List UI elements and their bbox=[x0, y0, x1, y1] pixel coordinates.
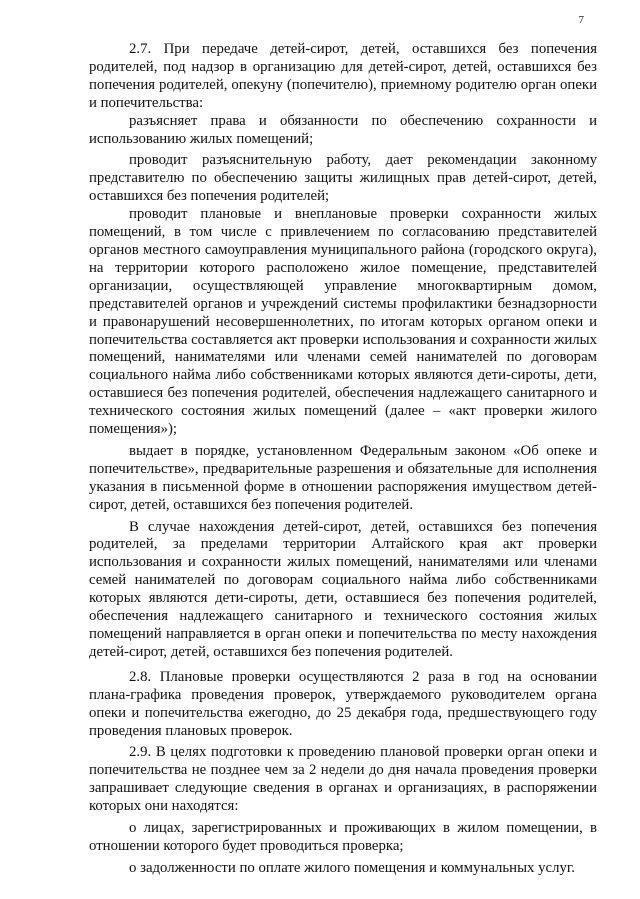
paragraph-2-9: 2.9. В целях подготовки к проведению плановой проверки орган опеки и попечительства не позднее чем за 2 недели до дня начала проведения проверки запрашивает следующие сведения в органах и организациях, в распоряжении которых они находятся: bbox=[89, 744, 597, 815]
paragraph-2-8: 2.8. Плановые проверки осуществляются 2 раза в год на основании плана-графика проведения проверок, утверждаемого руководителем органа опеки и попечительства ежегодно, до 25 декабря года, предшествующего году проведения плановых проверок. bbox=[89, 668, 597, 739]
paragraph-inspections: проводит плановые и внеплановые проверки сохранности жилых помещений, в том числе с привлечением по согласованию представителей органов местного самоуправления муниципального района (городского округа), на территории которого расположено жилое помещение, представителей организации, осуществляющей управление многоквартирным домом, представителей органов и учреждений системы профилактики безнадзорности и правонарушений несовершеннолетних, по итогам которых органом опеки и попечительства составляется акт проверки использования и сохранности жилых помещений, нанимателями или членами семей нанимателей по договорам социального найма либо собственниками которых являются дети-сироты, дети, оставшиеся без попечения родителей, обеспечения надлежащего санитарного и технического состояния жилых помещений (далее – «акт проверки жилого помещения»); bbox=[89, 206, 597, 438]
paragraph-outside-territory: В случае нахождения детей-сирот, детей, оставшихся без попечения родителей, за пределами территории Алтайского края акт проверки использования и сохранности жилых помещений, нанимателями или членами семей нанимателей по договорам социального найма либо собственниками которых являются дети-сироты, дети, оставшиеся без попечения родителей, обеспечения надлежащего санитарного и технического состояния жилых помещений направляется в орган опеки и попечительства по месту нахождения детей-сирот, детей, оставшихся без попечения родителей. bbox=[89, 518, 597, 660]
paragraph-issues-permissions: выдает в порядке, установленном Федеральным законом «Об опеке и попечительстве», предварительные разрешения и обязательные для исполнения указания в письменной форме в отношении распоряжения имуществом детей-сирот, детей, оставшихся без попечения родителей. bbox=[89, 442, 597, 513]
paragraph-payment-debt: о задолженности по оплате жилого помещения и коммунальных услуг. bbox=[129, 859, 575, 876]
paragraph-explanatory-work: проводит разъяснительную работу, дает рекомендации законному представителю по обеспечению защиты жилищных прав детей-сирот, детей, оставшихся без попечения родителей; bbox=[89, 152, 597, 205]
page-number: 7 bbox=[578, 14, 584, 26]
paragraph-registered-persons: о лицах, зарегистрированных и проживающих в жилом помещении, в отношении которого будет проводиться проверка; bbox=[89, 820, 597, 854]
paragraph-explains-rights: разъясняет права и обязанности по обеспечению сохранности и использованию жилых помещений; bbox=[89, 112, 597, 147]
paragraph-2-7: 2.7. При передаче детей-сирот, детей, оставшихся без попечения родителей, под надзор в организацию для детей-сирот, детей, оставшихся без попечения родителей, опекуну (попечителю), приемному родителю орган опеки и попечительства: bbox=[89, 41, 597, 111]
document-body bbox=[89, 41, 597, 878]
